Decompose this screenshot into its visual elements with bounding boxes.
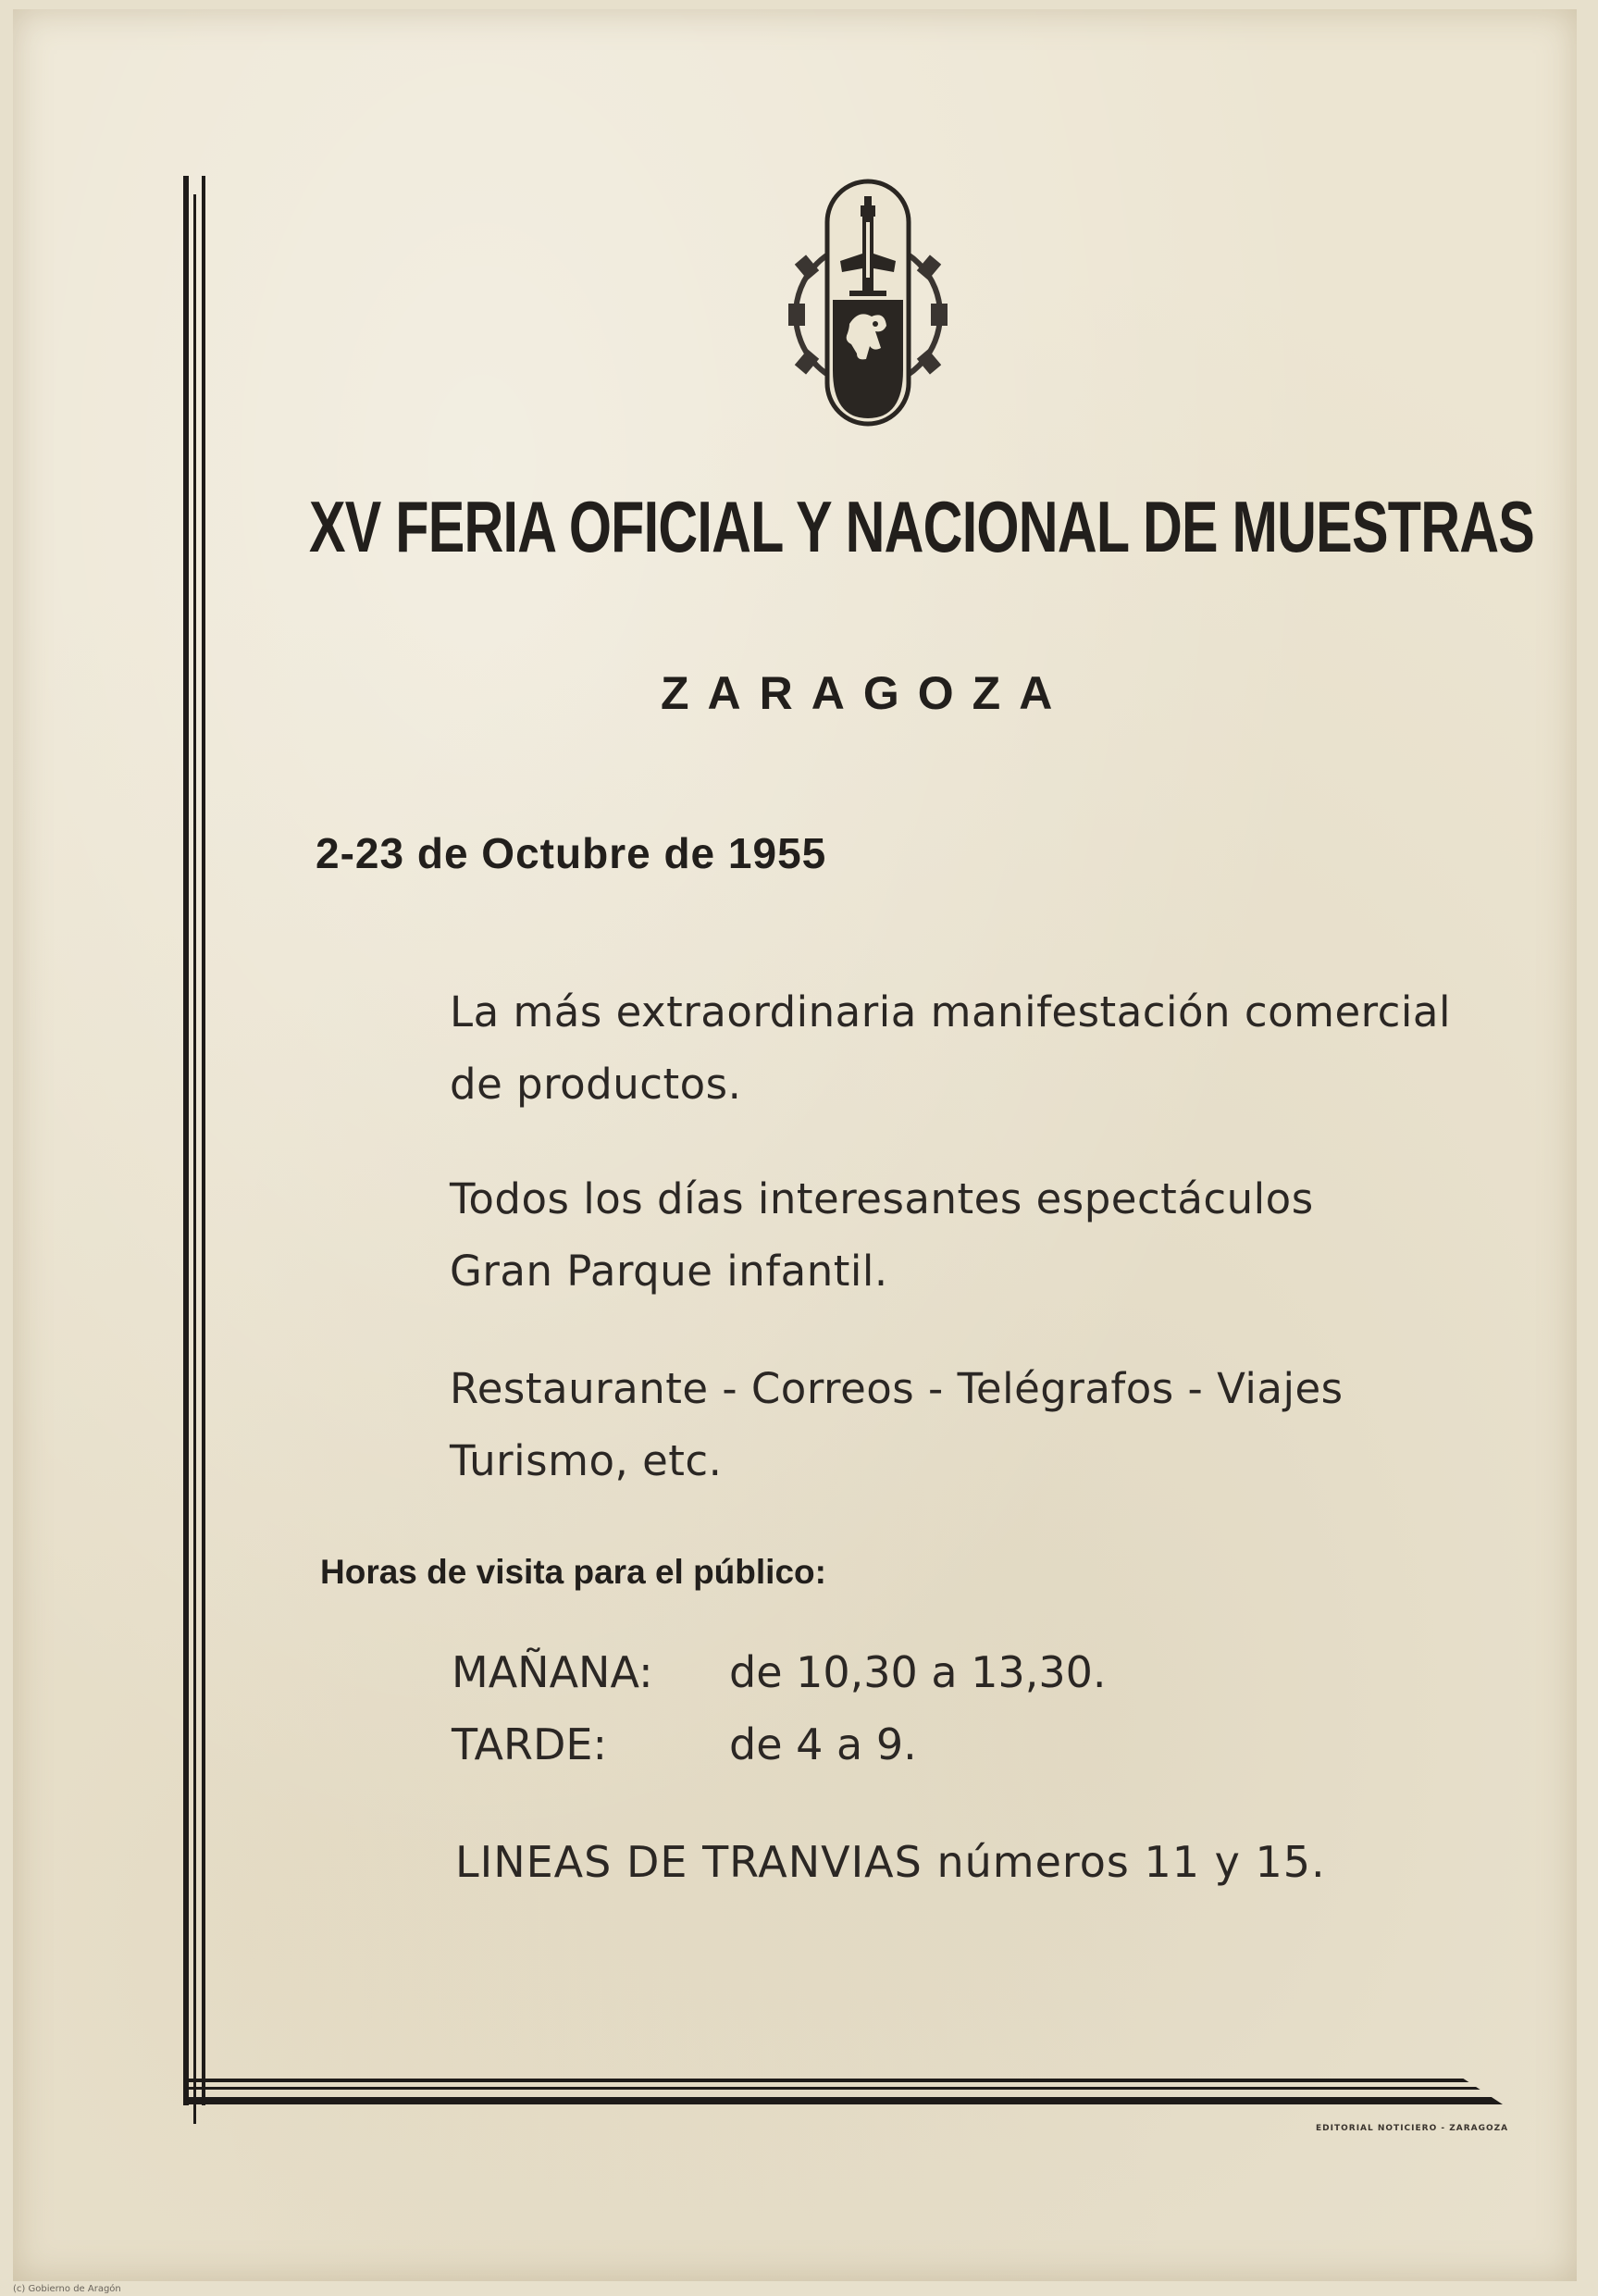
paragraph-line: La más extraordinaria manifestación comercial [450, 987, 1451, 1036]
border-bottom-rule [189, 2079, 1503, 2104]
hours-value: de 4 a 9. [729, 1719, 917, 1769]
hours-label: MAÑANA: [452, 1647, 653, 1697]
fair-dates: 2-23 de Octubre de 1955 [316, 829, 827, 877]
hours-label: TARDE: [452, 1719, 607, 1769]
paragraph-line: de productos. [450, 1060, 742, 1109]
hours-row-morning [452, 1636, 1107, 1708]
visiting-hours-list [452, 1636, 1107, 1781]
paragraph-services [450, 1353, 1514, 1497]
poster-page [13, 9, 1577, 2281]
visiting-hours-heading: Horas de visita para el público: [320, 1553, 826, 1591]
paragraph-line: Todos los días interesantes espectáculos [450, 1174, 1314, 1223]
hours-row-afternoon [452, 1708, 1107, 1781]
paragraph-line: Gran Parque infantil. [450, 1247, 888, 1296]
copyright-notice: (c) Gobierno de Aragón [13, 2284, 121, 2294]
publisher-imprint: EDITORIAL NOTICIERO - ZARAGOZA [1316, 2124, 1509, 2133]
paragraph-line: Restaurante - Correos - Telégrafos - Viajes [450, 1364, 1344, 1413]
fair-emblem-icon [785, 176, 951, 435]
tram-lines: LINEAS DE TRANVIAS números 11 y 15. [455, 1837, 1326, 1887]
paragraph-line: Turismo, etc. [450, 1436, 723, 1485]
hours-value: de 10,30 a 13,30. [729, 1647, 1107, 1697]
paragraph-shows [450, 1163, 1514, 1308]
fair-title: XV FERIA OFICIAL Y NACIONAL DE MUESTRAS [309, 486, 1535, 567]
paragraph-commercial [450, 976, 1514, 1121]
city-name: ZARAGOZA [661, 667, 1072, 719]
border-left-rule [183, 176, 205, 2105]
